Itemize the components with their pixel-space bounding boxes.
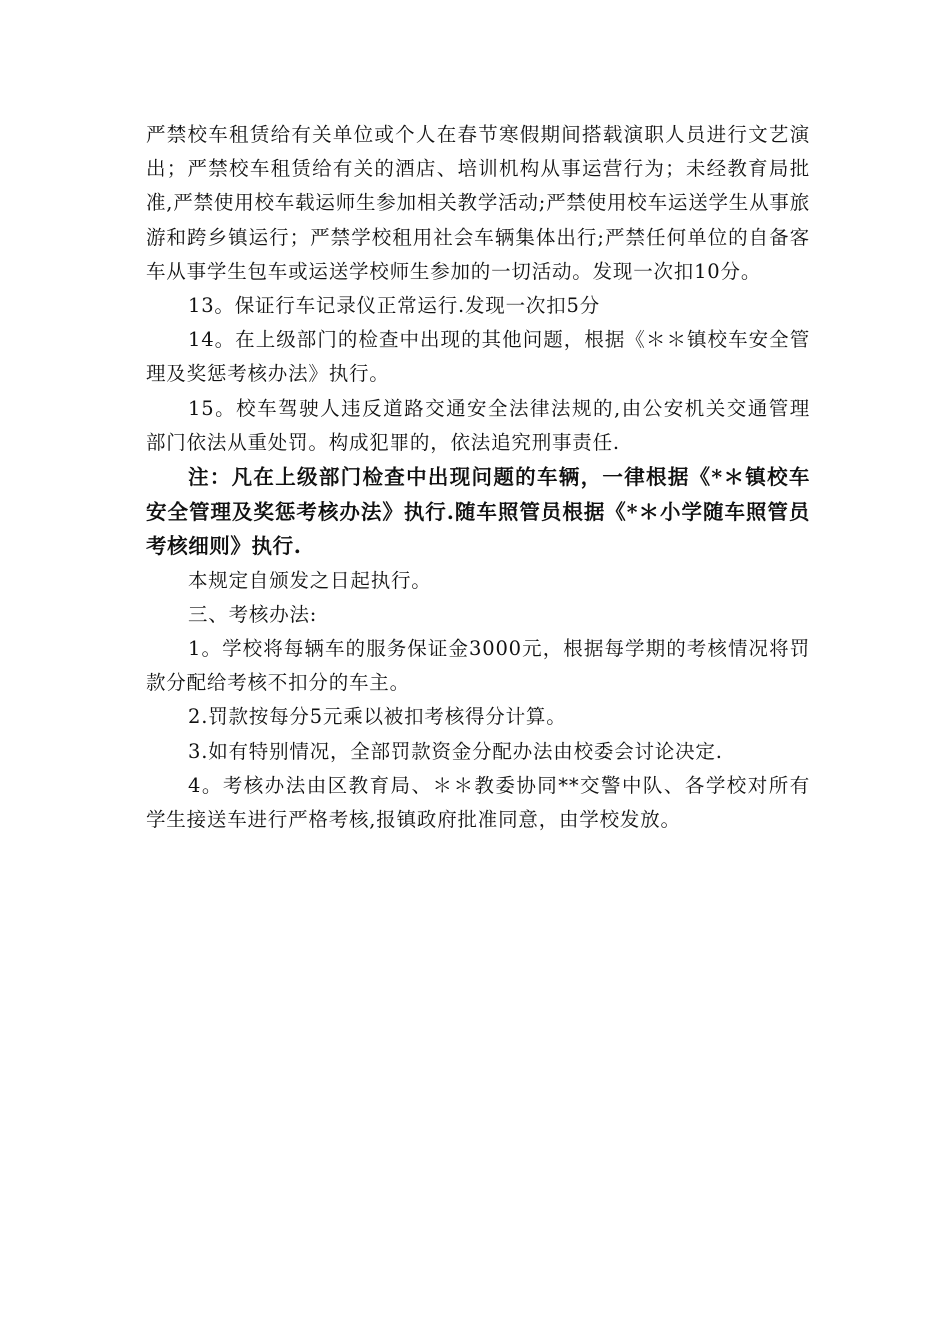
document-page	[146, 118, 810, 837]
paragraph-method-2: 2.罚款按每分5元乘以被扣考核得分计算。	[188, 705, 567, 729]
paragraph-method-3: 3.如有特别情况，全部罚款资金分配办法由校委会讨论决定.	[188, 739, 723, 763]
paragraph-method-4: 4。考核办法由区教育局、＊＊教委协同**交警中队、各学校对所有学生接送车进行严格考核,报镇政府批准同意，由学校发放。	[146, 773, 810, 831]
paragraph-item-15: 15。校车驾驶人违反道路交通安全法律法规的,由公安机关交通管理部门依法从重处罚。构成犯罪的，依法追究刑事责任.	[146, 396, 810, 454]
paragraph-item-14: 14。在上级部门的检查中出现的其他问题，根据《＊＊镇校车安全管理及奖惩考核办法》执行。	[146, 328, 810, 386]
paragraph-item-13: 13。保证行车记录仪正常运行.发现一次扣5分	[188, 294, 601, 318]
paragraph-method-1: 1。学校将每辆车的服务保证金3000元，根据每学期的考核情况将罚款分配给考核不扣分的车主。	[146, 636, 810, 695]
paragraph-effective-date: 本规定自颁发之日起执行。	[188, 568, 432, 592]
paragraph-prohibitions: 严禁校车租赁给有关单位或个人在春节寒假期间搭载演职人员进行文艺演出；严禁校车租赁给有关的酒店、培训机构从事运营行为；未经教育局批准,严禁使用校车载运师生参加相关教学活动;严禁使用校车运送学生从事旅游和跨乡镇运行；严禁学校租用社会车辆集体出行;严禁任何单位的自备客车从事学生包车或运送学校师生参加的一切活动。发现一次扣10分。	[146, 123, 810, 283]
paragraph-note: 注：凡在上级部门检查中出现问题的车辆，一律根据《*＊镇校车安全管理及奖惩考核办法》执行.随车照管员根据《*＊小学随车照管员考核细则》执行.	[146, 465, 810, 559]
section-heading-assessment-method: 三、考核办法:	[188, 602, 318, 626]
